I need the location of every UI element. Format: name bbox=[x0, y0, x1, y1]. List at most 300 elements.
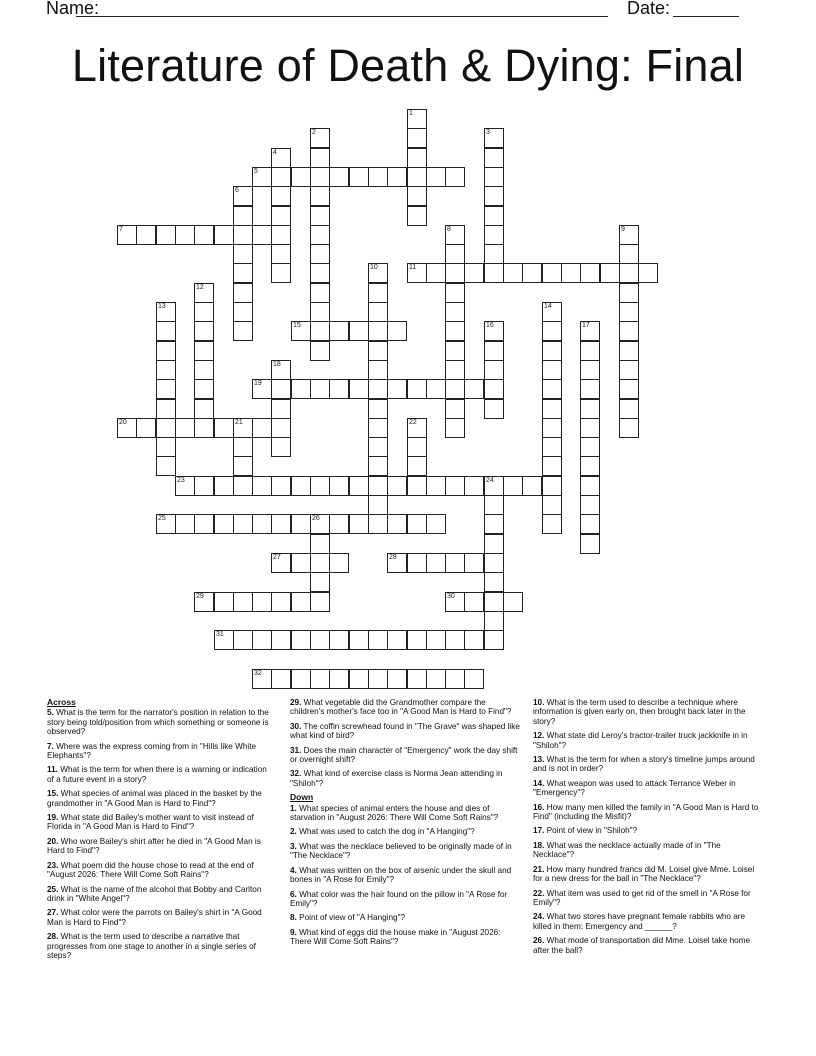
grid-cell[interactable] bbox=[310, 206, 330, 226]
grid-cell[interactable] bbox=[117, 225, 137, 245]
grid-cell[interactable] bbox=[271, 148, 291, 168]
grid-cell[interactable] bbox=[271, 244, 291, 264]
grid-cell[interactable] bbox=[368, 302, 388, 322]
grid-cell[interactable] bbox=[252, 514, 272, 534]
grid-cell[interactable] bbox=[329, 630, 349, 650]
grid-cell[interactable] bbox=[484, 534, 504, 554]
grid-cell[interactable] bbox=[368, 456, 388, 476]
grid-cell[interactable] bbox=[426, 669, 446, 689]
grid-cell[interactable] bbox=[619, 360, 639, 380]
clue-number: 27. bbox=[47, 908, 59, 918]
grid-cell[interactable] bbox=[310, 379, 330, 399]
grid-cell[interactable] bbox=[580, 514, 600, 534]
grid-cell[interactable] bbox=[387, 476, 407, 496]
grid-cell[interactable] bbox=[580, 341, 600, 361]
grid-cell[interactable] bbox=[503, 263, 523, 283]
grid-cell[interactable] bbox=[271, 379, 291, 399]
grid-cell-number: 30 bbox=[447, 593, 455, 600]
clue-item bbox=[47, 861, 272, 880]
grid-cell[interactable] bbox=[310, 186, 330, 206]
grid-cell[interactable] bbox=[445, 476, 465, 496]
grid-cell[interactable] bbox=[252, 379, 272, 399]
grid-cell[interactable] bbox=[271, 630, 291, 650]
grid-cell[interactable] bbox=[310, 630, 330, 650]
grid-cell[interactable] bbox=[291, 553, 311, 573]
grid-cell[interactable] bbox=[387, 514, 407, 534]
grid-cell[interactable] bbox=[542, 399, 562, 419]
grid-cell[interactable] bbox=[368, 514, 388, 534]
grid-cell[interactable] bbox=[484, 263, 504, 283]
grid-cell[interactable] bbox=[194, 302, 214, 322]
grid-cell[interactable] bbox=[445, 379, 465, 399]
grid-cell[interactable] bbox=[252, 418, 272, 438]
grid-cell[interactable] bbox=[387, 167, 407, 187]
clue-text: How many hundred francs did M. Loisel give Mme. Loisel for a new dress for the ball in "The Necklace"? bbox=[533, 864, 755, 884]
grid-cell[interactable] bbox=[349, 669, 369, 689]
grid-cell[interactable] bbox=[464, 630, 484, 650]
grid-cell[interactable] bbox=[368, 321, 388, 341]
grid-cell-number: 26 bbox=[312, 515, 320, 522]
grid-cell[interactable] bbox=[464, 476, 484, 496]
grid-cell[interactable] bbox=[214, 225, 234, 245]
grid-cell[interactable] bbox=[387, 669, 407, 689]
grid-cell[interactable] bbox=[233, 302, 253, 322]
grid-cell[interactable] bbox=[310, 167, 330, 187]
grid-cell[interactable] bbox=[542, 495, 562, 515]
grid-cell[interactable] bbox=[136, 418, 156, 438]
grid-cell[interactable] bbox=[349, 167, 369, 187]
grid-cell[interactable] bbox=[310, 476, 330, 496]
grid-cell[interactable] bbox=[271, 592, 291, 612]
grid-cell[interactable] bbox=[619, 399, 639, 419]
grid-cell[interactable] bbox=[407, 379, 427, 399]
grid-cell[interactable] bbox=[233, 244, 253, 264]
grid-cell[interactable] bbox=[310, 263, 330, 283]
grid-cell[interactable] bbox=[522, 263, 542, 283]
grid-cell[interactable] bbox=[291, 167, 311, 187]
grid-cell[interactable] bbox=[214, 476, 234, 496]
clue-text: What kind of eggs did the house make in "August 2026: There Will Come Soft Rains"? bbox=[290, 927, 501, 947]
grid-cell[interactable] bbox=[156, 302, 176, 322]
clue-number: 5. bbox=[47, 708, 54, 718]
grid-cell[interactable] bbox=[271, 437, 291, 457]
grid-cell-number: 31 bbox=[216, 631, 224, 638]
grid-cell[interactable] bbox=[271, 553, 291, 573]
grid-cell[interactable] bbox=[194, 225, 214, 245]
grid-cell[interactable] bbox=[329, 669, 349, 689]
grid-cell[interactable] bbox=[484, 476, 504, 496]
grid-cell[interactable] bbox=[542, 302, 562, 322]
grid-cell[interactable] bbox=[310, 148, 330, 168]
grid-cell[interactable] bbox=[252, 669, 272, 689]
grid-cell[interactable] bbox=[310, 244, 330, 264]
grid-cell[interactable] bbox=[175, 514, 195, 534]
grid-cell[interactable] bbox=[580, 360, 600, 380]
grid-cell[interactable] bbox=[329, 553, 349, 573]
grid-cell[interactable] bbox=[407, 109, 427, 129]
clue-text: What color was the hair found on the pillow in "A Rose for Emily"? bbox=[290, 889, 508, 908]
grid-cell[interactable] bbox=[426, 379, 446, 399]
grid-cell[interactable] bbox=[503, 592, 523, 612]
clue-item bbox=[290, 827, 520, 836]
grid-cell[interactable] bbox=[619, 379, 639, 399]
grid-cell[interactable] bbox=[542, 514, 562, 534]
clue-text: What species of animal enters the house and dies of starvation in "August 2026: There Will Come Soft Rains"? bbox=[290, 803, 499, 823]
grid-cell[interactable] bbox=[484, 225, 504, 245]
grid-cell[interactable] bbox=[271, 669, 291, 689]
grid-cell[interactable] bbox=[271, 186, 291, 206]
grid-cell[interactable] bbox=[368, 341, 388, 361]
grid-cell[interactable] bbox=[233, 186, 253, 206]
grid-cell[interactable] bbox=[387, 379, 407, 399]
grid-cell[interactable] bbox=[310, 283, 330, 303]
clue-item bbox=[533, 755, 763, 774]
grid-cell[interactable] bbox=[522, 476, 542, 496]
grid-cell[interactable] bbox=[214, 592, 234, 612]
clue-item bbox=[47, 708, 272, 736]
grid-cell[interactable] bbox=[291, 321, 311, 341]
grid-cell[interactable] bbox=[407, 669, 427, 689]
grid-cell[interactable] bbox=[484, 572, 504, 592]
grid-cell[interactable] bbox=[310, 321, 330, 341]
grid-cell[interactable] bbox=[310, 128, 330, 148]
grid-cell[interactable] bbox=[542, 321, 562, 341]
grid-cell[interactable] bbox=[233, 321, 253, 341]
grid-cell[interactable] bbox=[426, 476, 446, 496]
grid-cell[interactable] bbox=[156, 321, 176, 341]
grid-cell[interactable] bbox=[291, 476, 311, 496]
grid-cell[interactable] bbox=[368, 437, 388, 457]
grid-cell[interactable] bbox=[445, 341, 465, 361]
grid-cell-number: 27 bbox=[273, 554, 281, 561]
grid-cell[interactable] bbox=[368, 379, 388, 399]
grid-cell[interactable] bbox=[561, 263, 581, 283]
grid-cell[interactable] bbox=[252, 476, 272, 496]
grid-cell[interactable] bbox=[580, 534, 600, 554]
clue-number: 26. bbox=[533, 936, 545, 946]
grid-cell[interactable] bbox=[368, 360, 388, 380]
grid-cell[interactable] bbox=[271, 514, 291, 534]
grid-cell[interactable] bbox=[580, 456, 600, 476]
grid-cell[interactable] bbox=[484, 611, 504, 631]
grid-cell[interactable] bbox=[445, 225, 465, 245]
grid-cell[interactable] bbox=[194, 399, 214, 419]
grid-cell[interactable] bbox=[426, 514, 446, 534]
grid-cell[interactable] bbox=[349, 379, 369, 399]
grid-cell[interactable] bbox=[271, 225, 291, 245]
grid-cell[interactable] bbox=[580, 476, 600, 496]
grid-cell[interactable] bbox=[464, 263, 484, 283]
clue-text: What mode of transportation did Mme. Loisel take home after the ball? bbox=[533, 936, 751, 955]
grid-cell[interactable] bbox=[619, 263, 639, 283]
grid-cell[interactable] bbox=[445, 321, 465, 341]
grid-cell[interactable] bbox=[175, 476, 195, 496]
clue-item bbox=[533, 936, 763, 955]
grid-cell[interactable] bbox=[310, 572, 330, 592]
grid-cell[interactable] bbox=[233, 630, 253, 650]
grid-cell[interactable] bbox=[252, 225, 272, 245]
grid-cell[interactable] bbox=[542, 437, 562, 457]
grid-cell[interactable] bbox=[464, 379, 484, 399]
grid-cell-number: 10 bbox=[370, 264, 378, 271]
grid-cell[interactable] bbox=[233, 437, 253, 457]
grid-cell[interactable] bbox=[580, 437, 600, 457]
grid-cell[interactable] bbox=[445, 592, 465, 612]
grid-cell[interactable] bbox=[445, 360, 465, 380]
clue-number: 23. bbox=[47, 860, 59, 870]
grid-cell[interactable] bbox=[368, 630, 388, 650]
grid-cell[interactable] bbox=[484, 592, 504, 612]
grid-cell-number: 20 bbox=[119, 419, 127, 426]
grid-cell[interactable] bbox=[464, 553, 484, 573]
clue-number: 16. bbox=[533, 802, 545, 812]
grid-cell[interactable] bbox=[445, 669, 465, 689]
grid-cell-number: 21 bbox=[235, 419, 243, 426]
grid-cell[interactable] bbox=[407, 263, 427, 283]
grid-cell[interactable] bbox=[542, 263, 562, 283]
grid-cell[interactable] bbox=[484, 341, 504, 361]
grid-cell[interactable] bbox=[310, 225, 330, 245]
clue-number: 11. bbox=[47, 765, 58, 775]
grid-cell[interactable] bbox=[580, 321, 600, 341]
grid-cell[interactable] bbox=[580, 379, 600, 399]
grid-cell[interactable] bbox=[407, 456, 427, 476]
grid-cell[interactable] bbox=[484, 148, 504, 168]
grid-cell[interactable] bbox=[484, 167, 504, 187]
grid-cell[interactable] bbox=[214, 514, 234, 534]
grid-cell[interactable] bbox=[117, 418, 137, 438]
grid-cell[interactable] bbox=[310, 553, 330, 573]
grid-cell[interactable] bbox=[310, 592, 330, 612]
grid-cell[interactable] bbox=[194, 283, 214, 303]
clue-column-2 bbox=[290, 698, 520, 952]
grid-cell[interactable] bbox=[580, 399, 600, 419]
grid-cell[interactable] bbox=[407, 206, 427, 226]
grid-cell[interactable] bbox=[407, 128, 427, 148]
grid-cell[interactable] bbox=[310, 534, 330, 554]
grid-cell[interactable] bbox=[233, 283, 253, 303]
grid-cell[interactable] bbox=[194, 341, 214, 361]
grid-cell[interactable] bbox=[368, 283, 388, 303]
grid-cell[interactable] bbox=[156, 360, 176, 380]
grid-cell[interactable] bbox=[156, 379, 176, 399]
grid-cell[interactable] bbox=[407, 553, 427, 573]
grid-cell[interactable] bbox=[291, 669, 311, 689]
grid-cell[interactable] bbox=[407, 418, 427, 438]
grid-cell[interactable] bbox=[156, 418, 176, 438]
grid-cell[interactable] bbox=[368, 263, 388, 283]
grid-cell[interactable] bbox=[329, 167, 349, 187]
grid-cell[interactable] bbox=[580, 418, 600, 438]
clue-number: 31. bbox=[290, 745, 302, 755]
grid-cell[interactable] bbox=[175, 418, 195, 438]
grid-cell[interactable] bbox=[407, 186, 427, 206]
grid-cell[interactable] bbox=[368, 669, 388, 689]
grid-cell[interactable] bbox=[619, 225, 639, 245]
grid-cell[interactable] bbox=[329, 379, 349, 399]
grid-cell[interactable] bbox=[156, 437, 176, 457]
grid-cell[interactable] bbox=[194, 592, 214, 612]
grid-cell[interactable] bbox=[368, 399, 388, 419]
clue-text: What is the term used to describe a technique where information is given early on, then brought back later in the story? bbox=[533, 698, 746, 726]
grid-cell[interactable] bbox=[600, 263, 620, 283]
clue-text: What was written on the box of arsenic under the skull and bones in "A Rose for Emily"? bbox=[290, 865, 512, 885]
grid-cell[interactable] bbox=[214, 630, 234, 650]
grid-cell[interactable] bbox=[445, 283, 465, 303]
grid-cell[interactable] bbox=[252, 592, 272, 612]
grid-cell[interactable] bbox=[387, 630, 407, 650]
grid-cell[interactable] bbox=[291, 379, 311, 399]
grid-cell[interactable] bbox=[271, 418, 291, 438]
grid-cell[interactable] bbox=[542, 418, 562, 438]
grid-cell[interactable] bbox=[271, 360, 291, 380]
grid-cell[interactable] bbox=[445, 399, 465, 419]
grid-cell[interactable] bbox=[156, 456, 176, 476]
grid-cell[interactable] bbox=[619, 321, 639, 341]
grid-cell[interactable] bbox=[619, 341, 639, 361]
grid-cell[interactable] bbox=[271, 263, 291, 283]
grid-cell[interactable] bbox=[329, 476, 349, 496]
grid-cell[interactable] bbox=[233, 225, 253, 245]
grid-cell[interactable] bbox=[194, 418, 214, 438]
clue-item bbox=[47, 813, 272, 832]
grid-cell[interactable] bbox=[291, 592, 311, 612]
grid-cell[interactable] bbox=[194, 476, 214, 496]
grid-cell[interactable] bbox=[484, 553, 504, 573]
grid-cell[interactable] bbox=[407, 437, 427, 457]
grid-cell[interactable] bbox=[484, 630, 504, 650]
grid-cell[interactable] bbox=[445, 167, 465, 187]
grid-cell[interactable] bbox=[426, 167, 446, 187]
grid-cell[interactable] bbox=[310, 341, 330, 361]
grid-cell[interactable] bbox=[503, 476, 523, 496]
grid-cell[interactable] bbox=[484, 206, 504, 226]
grid-cell[interactable] bbox=[542, 379, 562, 399]
grid-cell[interactable] bbox=[445, 553, 465, 573]
grid-cell[interactable] bbox=[329, 321, 349, 341]
clue-number: 14. bbox=[533, 778, 545, 788]
grid-cell-number: 11 bbox=[409, 264, 417, 271]
grid-cell[interactable] bbox=[291, 630, 311, 650]
grid-cell[interactable] bbox=[194, 379, 214, 399]
grid-cell[interactable] bbox=[271, 206, 291, 226]
grid-cell[interactable] bbox=[156, 399, 176, 419]
grid-cell[interactable] bbox=[368, 418, 388, 438]
grid-cell[interactable] bbox=[445, 630, 465, 650]
grid-cell[interactable] bbox=[387, 553, 407, 573]
grid-cell[interactable] bbox=[407, 514, 427, 534]
grid-cell[interactable] bbox=[484, 186, 504, 206]
grid-cell[interactable] bbox=[156, 514, 176, 534]
grid-cell[interactable] bbox=[445, 418, 465, 438]
grid-cell[interactable] bbox=[445, 244, 465, 264]
grid-cell[interactable] bbox=[194, 321, 214, 341]
grid-cell[interactable] bbox=[580, 263, 600, 283]
grid-cell[interactable] bbox=[233, 263, 253, 283]
grid-cell[interactable] bbox=[194, 360, 214, 380]
grid-cell[interactable] bbox=[542, 341, 562, 361]
grid-cell[interactable] bbox=[542, 456, 562, 476]
grid-cell[interactable] bbox=[233, 206, 253, 226]
grid-cell[interactable] bbox=[619, 283, 639, 303]
grid-cell[interactable] bbox=[580, 495, 600, 515]
grid-cell[interactable] bbox=[426, 263, 446, 283]
grid-cell[interactable] bbox=[349, 476, 369, 496]
grid-cell[interactable] bbox=[271, 167, 291, 187]
grid-cell[interactable] bbox=[349, 630, 369, 650]
grid-cell[interactable] bbox=[484, 399, 504, 419]
grid-cell[interactable] bbox=[252, 630, 272, 650]
grid-cell[interactable] bbox=[156, 341, 176, 361]
grid-cell[interactable] bbox=[464, 669, 484, 689]
grid-cell[interactable] bbox=[484, 360, 504, 380]
grid-cell[interactable] bbox=[426, 553, 446, 573]
grid-cell[interactable] bbox=[175, 225, 195, 245]
grid-cell[interactable] bbox=[329, 514, 349, 534]
grid-cell[interactable] bbox=[484, 514, 504, 534]
grid-cell[interactable] bbox=[271, 399, 291, 419]
grid-cell[interactable] bbox=[387, 321, 407, 341]
clue-text: How many men killed the family in "A Good Man is Hard to Find" (including the Misfit)? bbox=[533, 802, 759, 822]
grid-cell[interactable] bbox=[233, 514, 253, 534]
grid-cell[interactable] bbox=[484, 128, 504, 148]
clue-text: What state did Leroy's tractor-trailer truck jackknife in in "Shiloh"? bbox=[533, 731, 748, 750]
grid-cell[interactable] bbox=[484, 495, 504, 515]
clue-number: 13. bbox=[533, 755, 545, 765]
grid-cell[interactable] bbox=[349, 321, 369, 341]
grid-cell[interactable] bbox=[407, 630, 427, 650]
grid-cell[interactable] bbox=[233, 456, 253, 476]
grid-cell[interactable] bbox=[271, 476, 291, 496]
grid-cell[interactable] bbox=[368, 167, 388, 187]
grid-cell[interactable] bbox=[445, 302, 465, 322]
grid-cell[interactable] bbox=[214, 418, 234, 438]
grid-cell[interactable] bbox=[310, 514, 330, 534]
grid-cell[interactable] bbox=[619, 244, 639, 264]
grid-cell[interactable] bbox=[156, 225, 176, 245]
grid-cell[interactable] bbox=[619, 418, 639, 438]
grid-cell[interactable] bbox=[310, 302, 330, 322]
grid-cell[interactable] bbox=[194, 514, 214, 534]
grid-cell[interactable] bbox=[484, 244, 504, 264]
grid-cell[interactable] bbox=[445, 263, 465, 283]
grid-cell[interactable] bbox=[233, 418, 253, 438]
grid-cell[interactable] bbox=[252, 167, 272, 187]
grid-cell[interactable] bbox=[542, 476, 562, 496]
grid-cell[interactable] bbox=[407, 167, 427, 187]
grid-cell[interactable] bbox=[638, 263, 658, 283]
grid-cell[interactable] bbox=[484, 321, 504, 341]
grid-cell[interactable] bbox=[619, 302, 639, 322]
grid-cell[interactable] bbox=[464, 592, 484, 612]
grid-cell[interactable] bbox=[136, 225, 156, 245]
grid-cell[interactable] bbox=[542, 360, 562, 380]
grid-cell[interactable] bbox=[426, 630, 446, 650]
clue-text: What vegetable did the Grandmother compare the children's mother's face too in "A Good Man is Hard to Find"? bbox=[290, 698, 512, 717]
grid-cell[interactable] bbox=[368, 476, 388, 496]
grid-cell[interactable] bbox=[310, 669, 330, 689]
grid-cell[interactable] bbox=[407, 148, 427, 168]
grid-cell[interactable] bbox=[368, 495, 388, 515]
grid-cell[interactable] bbox=[233, 592, 253, 612]
grid-cell[interactable] bbox=[349, 514, 369, 534]
grid-cell[interactable] bbox=[291, 514, 311, 534]
clue-number: 1. bbox=[290, 803, 297, 813]
grid-cell[interactable] bbox=[233, 476, 253, 496]
grid-cell[interactable] bbox=[484, 379, 504, 399]
grid-cell-number: 3 bbox=[486, 129, 490, 136]
grid-cell[interactable] bbox=[407, 476, 427, 496]
